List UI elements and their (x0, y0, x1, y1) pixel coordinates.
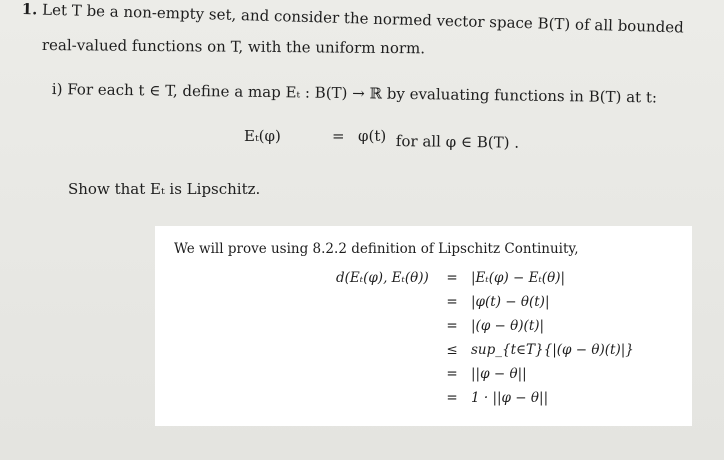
proof-step: |(φ − θ)(t)| (471, 318, 545, 334)
definition-rhs: φ(t) (358, 127, 387, 145)
proof-step: |φ(t) − θ(t)| (471, 294, 550, 310)
definition-lhs: Eₜ(φ) (244, 127, 281, 145)
proof-relation: = (446, 390, 458, 406)
definition-condition: for all φ ∈ B(T) . (395, 132, 520, 152)
problem-number: 1. (21, 0, 38, 19)
task-statement: Show that Eₜ is Lipschitz. (68, 180, 261, 198)
definition-equals: = (332, 127, 345, 145)
proof-lhs: d(Eₜ(φ), Eₜ(θ)) (336, 270, 429, 286)
proof-relation: ≤ (446, 342, 458, 358)
proof-relation: = (446, 366, 458, 382)
problem-statement: Let T be a non-empty set, and consider the normed vector space B(T) of all bounded (41, 0, 684, 37)
proof-relation: = (446, 270, 458, 286)
proof-relation: = (446, 294, 458, 310)
proof-step: ||φ − θ|| (471, 366, 527, 382)
proof-step: 1 · ||φ − θ|| (471, 390, 549, 406)
proof-relation: = (446, 318, 458, 334)
part-i-statement: i) For each t ∈ T, define a map Eₜ : B(T) → ℝ by evaluating functions in B(T) at t: (51, 80, 658, 107)
answer-intro: We will prove using 8.2.2 definition of Lipschitz Continuity, (174, 241, 579, 257)
answer-box (155, 226, 692, 426)
proof-step: sup_{t∈T}{|(φ − θ)(t)|} (471, 342, 634, 358)
problem-line-1 (21, 0, 683, 36)
proof-step: |Eₜ(φ) − Eₜ(θ)| (471, 270, 566, 286)
problem-line-2: real-valued functions on T, with the uniform norm. (41, 36, 426, 58)
